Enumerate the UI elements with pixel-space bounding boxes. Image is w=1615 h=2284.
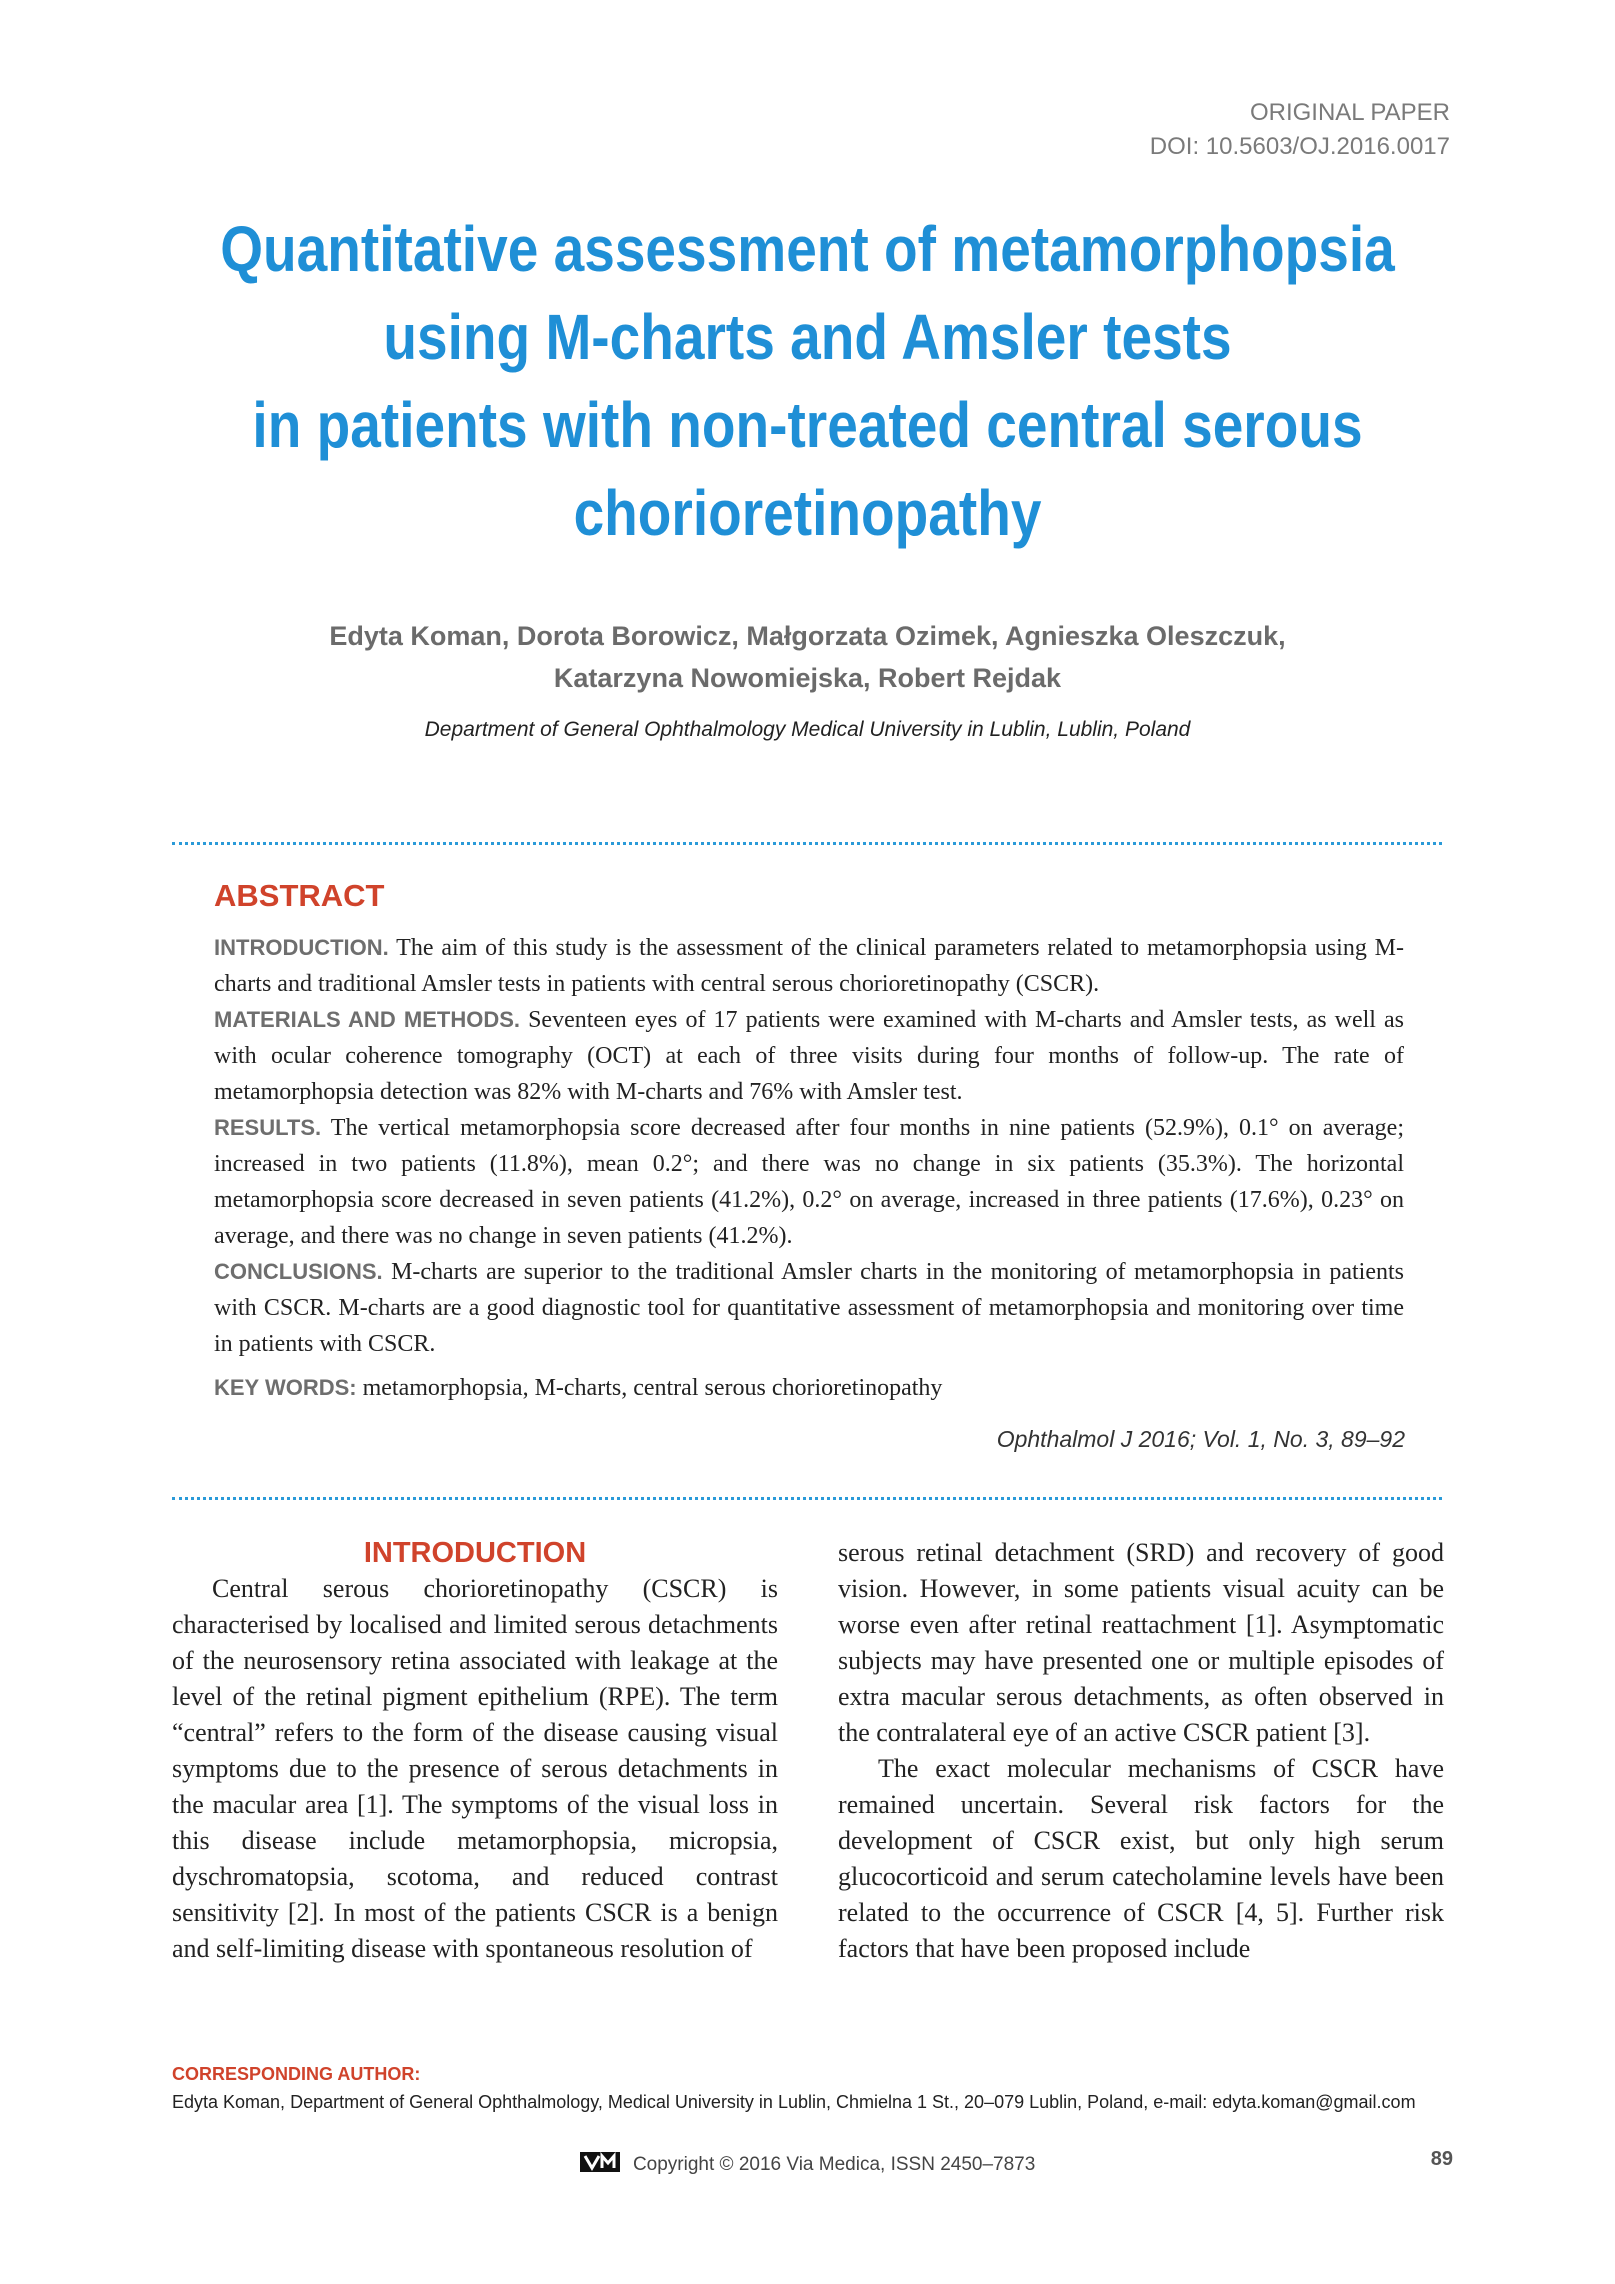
keywords — [214, 1370, 1404, 1406]
article-type: ORIGINAL PAPER — [1249, 99, 1450, 126]
abstract-introduction — [214, 930, 1404, 1002]
paragraph: Central serous chorioretinopathy (CSCR) is characterised by localised and limited serous detachments of the neurosensory retina associated with leakage at the level of the retinal pigment epithelium (RPE). The term “central” refers to the form of the disease causing visual symptoms due to the presence of serous detachments in the macular area [1]. The symptoms of the visual loss in this disease include metamorphopsia, micropsia, dyschromatopsia, scotoma, and reduced contrast sensitivity [2]. In most of the patients CSCR is a benign and self-limiting disease with spontaneous resolution of — [172, 1574, 778, 1963]
corresponding-author-label: CORRESPONDING AUTHOR: — [172, 2064, 421, 2084]
abstract-body — [214, 930, 1404, 1406]
section-label: INTRODUCTION. — [214, 935, 389, 960]
abstract-results — [214, 1110, 1404, 1254]
corresponding-author-text: Edyta Koman, Department of General Ophthalmology, Medical University in Lublin, Chmielna 1 St., 20–079 Lublin, Poland, e-mail: edyta.koman@gmail.com — [172, 2092, 1416, 2112]
body-column-left — [172, 1535, 778, 1967]
section-label: CONCLUSIONS. — [214, 1259, 383, 1284]
abstract-methods — [214, 1002, 1404, 1110]
footer — [0, 2150, 1615, 2180]
authors-line: Edyta Koman, Dorota Borowicz, Małgorzata Ozimek, Agnieszka Oleszczuk, — [329, 621, 1286, 651]
affiliation: Department of General Ophthalmology Medical University in Lublin, Lublin, Poland — [424, 718, 1191, 741]
article-meta — [1150, 96, 1450, 164]
section-text: The aim of this study is the assessment of the clinical parameters related to metamorphopsia using M-charts and traditional Amsler tests in patients with central serous chorioretinopathy (CSCR). — [214, 935, 1404, 997]
paragraph: The exact molecular mechanisms of CSCR have remained uncertain. Several risk factors for the development of CSCR exist, but only high serum glucocorticoid and serum catecholamine levels have been related to the occurrence of CSCR [4, 5]. Further risk factors that have been proposed include — [838, 1754, 1444, 1963]
divider — [172, 842, 1442, 845]
authors-line: Katarzyna Nowomiejska, Robert Rejdak — [553, 663, 1062, 693]
section-text: Seventeen eyes of 17 patients were examined with M-charts and Amsler tests, as well as with ocular coherence tomography (OCT) at each of three visits during four months of follow-up. The rate of metamorphopsia detection was 82% with M-charts and 76% with Amsler test. — [214, 1007, 1404, 1105]
publisher-logo-icon — [580, 2150, 620, 2180]
keywords-text: metamorphopsia, M-charts, central serous chorioretinopathy — [362, 1375, 943, 1401]
section-text: M-charts are superior to the traditional Amsler charts in the monitoring of metamorphopsia in patients with CSCR. M-charts are a good diagnostic tool for quantitative assessment of metamorphopsia and monitoring over time in patients with CSCR. — [214, 1259, 1404, 1357]
title-line: Quantitative assessment of metamorphopsia — [220, 213, 1395, 285]
copyright: Copyright © 2016 Via Medica, ISSN 2450–7873 — [632, 2154, 1036, 2176]
authors — [0, 615, 1615, 699]
title-line: chorioretinopathy — [573, 477, 1042, 549]
title-line: using M-charts and Amsler tests — [383, 301, 1232, 373]
section-heading: INTRODUCTION — [363, 1537, 587, 1569]
abstract-conclusions — [214, 1254, 1404, 1362]
divider — [172, 1497, 1442, 1500]
section-label: MATERIALS AND METHODS. — [214, 1007, 520, 1032]
abstract-heading: ABSTRACT — [214, 878, 385, 913]
title-line: in patients with non-treated central serous — [252, 389, 1363, 461]
body-column-right — [838, 1535, 1444, 1967]
doi: DOI: 10.5603/OJ.2016.0017 — [1149, 133, 1450, 160]
section-label: KEY WORDS: — [214, 1375, 357, 1400]
section-text: The vertical metamorphopsia score decreased after four months in nine patients (52.9%), 0.1° on average; increased in two patients (11.8%), mean 0.2°; and there was no change in six patients (35.3%). The horizontal metamorphopsia score decreased in seven patients (41.2%), 0.2° on average, increased in three patients (17.6%), 0.23° on average, and there was no change in seven patients (41.2%). — [214, 1115, 1404, 1249]
section-label: RESULTS. — [214, 1115, 322, 1140]
corresponding-author — [172, 2060, 1416, 2116]
paragraph: serous retinal detachment (SRD) and recovery of good vision. However, in some patients visual acuity can be worse even after retinal reattachment [1]. Asymptomatic subjects may have presented one or multiple episodes of extra macular serous detachments, as often observed in the contralateral eye of an active CSCR patient [3]. — [838, 1538, 1444, 1747]
article-title — [113, 205, 1502, 557]
citation: Ophthalmol J 2016; Vol. 1, No. 3, 89–92 — [996, 1426, 1405, 1452]
page-number: 89 — [1430, 2148, 1453, 2170]
